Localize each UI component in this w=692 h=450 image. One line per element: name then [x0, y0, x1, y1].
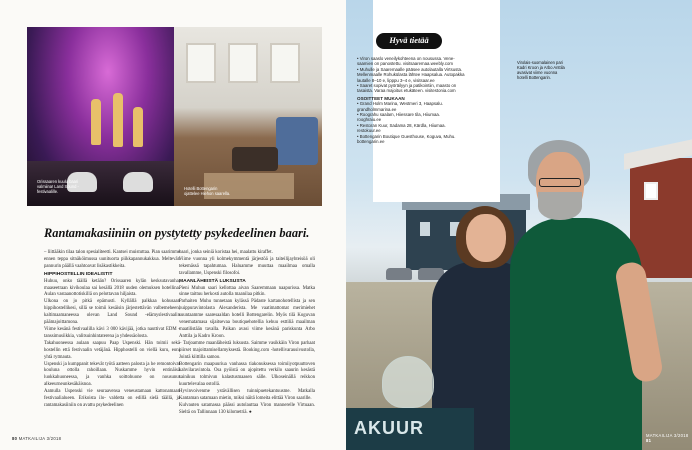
section-heading: HIPPIHOSTELLIN IDEALISTIT	[44, 271, 113, 277]
paragraph: Huhuu, onko täällä ketään? Orissaaren kylän kesksutavanha, maaseetraan kivikoulaa sai kesällä 2018 uuden olemuksen hotellina. Aulan vastaanottotiskillä on pelottavan hiljaista.	[44, 278, 180, 298]
section-heading: OSOITTEET MUKAAN	[357, 95, 405, 101]
article-column-2	[179, 250, 315, 417]
giraffe-mural	[91, 99, 101, 145]
giraffe-mural	[113, 93, 123, 147]
paragraph: • Viron saaslo veneilykohteena on nousussa. Venesaamien on panostettu. visitsaaremaa.weebly.com	[357, 56, 455, 67]
paragraph: Ulkona on jo pitkä epämusti. Kyllällä palkkaa kohusaan hippihostellikesi, sillä se toimii kesäisin järjestettävän valbemeheen, kaltimaamaneessa olevan Land Sound -elämyslestivaalin päämajoittamona.	[44, 299, 180, 326]
hotel-window	[186, 43, 216, 83]
paragraph: baari, jonka seiniä koristaa hei, maalattu kiraffet.	[179, 250, 273, 255]
paragraph: Pieni Muhun saari kellottaa aivan Saaremmaan naapurissa. Matka sinne taittuu herkosti autolla maanilaa pitkin.	[179, 285, 315, 298]
man-beard	[538, 192, 582, 220]
woman-face	[466, 214, 506, 262]
paragraph: • Bottengarin Boutique Guesthouse, Koguva, Muhu. bottengarin.ee	[357, 133, 456, 145]
paragraph: • Muhulle ja Saaremaalle pääsee autolautalla Virtsusta. Mellenmaalle Rohukülasta lähtee Haapsalua. Autopakka lautalle 8–10 e, lipppu 3–4 e, visitsaar.ee	[357, 66, 465, 83]
right-folio	[646, 433, 692, 443]
info-box-title: Hyvä tietää	[376, 33, 442, 49]
left-page-number: 80	[12, 436, 18, 441]
glass-pitcher	[382, 356, 434, 408]
paragraph: • Roograhu saalam, Hiiessare tila, Hiiumaa. rooghraiu.ee	[357, 112, 440, 123]
info-box-body	[357, 56, 465, 145]
left-folio	[12, 436, 61, 441]
right-folio-magazine: MATKAILIJA 3/2018	[646, 433, 689, 438]
paragraph: – liittääkin tilaa talon spesialiteetti. Kantsei muistuttaa. Pian saarimme ennen teppa sitnäköimussa uunituorta piikkapannukakkua. Meltevän pannurin päällä vaahtoavat lisäkastikkeita.	[44, 250, 180, 269]
hotel-photo	[174, 27, 322, 206]
barn-window	[644, 182, 658, 200]
right-page-number: 81	[646, 438, 652, 443]
giraffe-mural	[133, 107, 143, 147]
glasses-icon	[539, 178, 581, 187]
hotel-window	[228, 43, 258, 83]
sign-text: AKUUR	[354, 418, 424, 438]
paragraph: Uspenski ja kumppanit tekevät työtä aatteen palosta ja he remontoivat kouluna ottolla rahoillaan. Nuskamme hyvin entinäisä luokkahuoneessa, ja vanhka soittohuone on nousunut alkeeurneunkesäkäisnoa.	[44, 361, 180, 388]
bar-photo	[27, 27, 174, 206]
man-figure	[510, 218, 642, 450]
paragraph: Hyvinvoivenme ystävällisen tuinnipuetekantuusme. Matkalla Kantaman satamaan mietin, miksi näitä lomeita elittää Viron saarille.	[179, 389, 315, 402]
paragraph: Kulvauten satamassa päässi autolauttaa Viron mannerelle Virtuaan. Sieltä on Tallinnaan 130 kilometriä. ●	[179, 402, 315, 415]
bar-chair	[123, 172, 153, 192]
paragraph: – Tarjoamme maanläheistä luksusta. Saimme vasikkäin Viron parhaat piirset majoittamisellamyksestä. Booking.com -hotellivarausivustolla, Jointä kiittilla samoo.	[179, 340, 315, 360]
photo-caption-hotel: Hotelli Bottengarin ojattelee Hiehon saarella.	[184, 186, 231, 196]
paragraph: Viime vuonna yli kolmekymmentä järjestöä ja taiteilijayhteisöä oli tekemässä tapahtumaa. Haluamme muuttaa maailmaa omalla tavallamme, Uspenski filosofoi.	[179, 256, 315, 276]
paragraph: • Restoran Kuur, Sadama 28, Kärdla, Hiiumaa. restokuur.ee	[357, 122, 446, 134]
article-column-1	[44, 250, 180, 410]
paragraph: Aamulla Uspenski vie seuraavensa veneustamaan kattonamaan festivaalialueen. Erikoista ilo- valdetta on edillä sielä täällä, ja rantamakasiiniin on avattu psykedeelinen	[44, 389, 180, 408]
article-headline: Rantamakasiiniin on pystytetty psykedeelinen baari.	[44, 226, 310, 240]
hotel-window	[270, 43, 300, 83]
photo-caption-couple: Virolais-suomalainen pari Kadri Kroon ja Arbo Anttila avasivat viime vuonna hotelli Bottengarin.	[517, 60, 565, 80]
building-window	[420, 222, 430, 236]
paragraph: Takahuoneessa aulaan saapuu Paap Uspenski. Hän toimii sekä hostellin että festivaalin vetäjänä. Hipphostelli on viellä kuru, eoni yhtä rytmauta.	[44, 340, 180, 360]
paragraph: • Saaret sopivat pyöräilyyn ja patikointiin, maasto on tasaista. Varaa majoitus etukäteen. visitestonia.com	[357, 83, 457, 94]
left-folio-magazine: MATKAILIJA 3/2018	[18, 436, 62, 441]
section-heading: MAANLÄHEISTÄ LUKSUSTA	[179, 278, 246, 284]
hotel-table	[232, 147, 278, 171]
parked-car	[386, 268, 412, 280]
barn-roof	[624, 138, 692, 170]
paragraph: Viime kesänä festivaalilla kävi 3 000 kävijää, jotka nauttivat EDM -tanssimusiikkia, valitsuinhintaterena ja yhdessäolosta.	[44, 326, 180, 339]
paragraph: • Grand Holm Marina, Westmeri 3, Haapsalu. grandholmmarina.ee	[357, 101, 443, 112]
right-page	[346, 0, 692, 450]
paragraph: Parhaiten Muhu tunnetaan kylässä Pädaste kartanohotellista ja sen huippuravintolasta Alexanderista. Me vaatimattomat merimiehet suuntaamme saaresaaldan hotelli Bottengarelin. Myös tilä Koguvan venematamasa sijaitsevaa boutiquehotellia kehuu esttiliä maailman maatilistään tavalla. Paikan avasi viime kesänä pariskunta Arbo Anttila ja Kadro Kroon.	[179, 299, 315, 339]
paragraph: Bottengarin maapuuriua vanhassa tiakonuksessa toimiiyotpuuttoven kahvilaravintola. Osa pyöistä on ajopitettu verkilo saaurin kesästä sainikuu tolmivun kalastusmaasen sälle. Ulkoseinällä reikkon kuurtelevalaa ostollä.	[179, 361, 315, 388]
photo-caption-bar: Orissaaren kuulu baari valmiina! Land Sound -festivaalille.	[37, 179, 79, 194]
hotel-sofa	[276, 117, 318, 165]
